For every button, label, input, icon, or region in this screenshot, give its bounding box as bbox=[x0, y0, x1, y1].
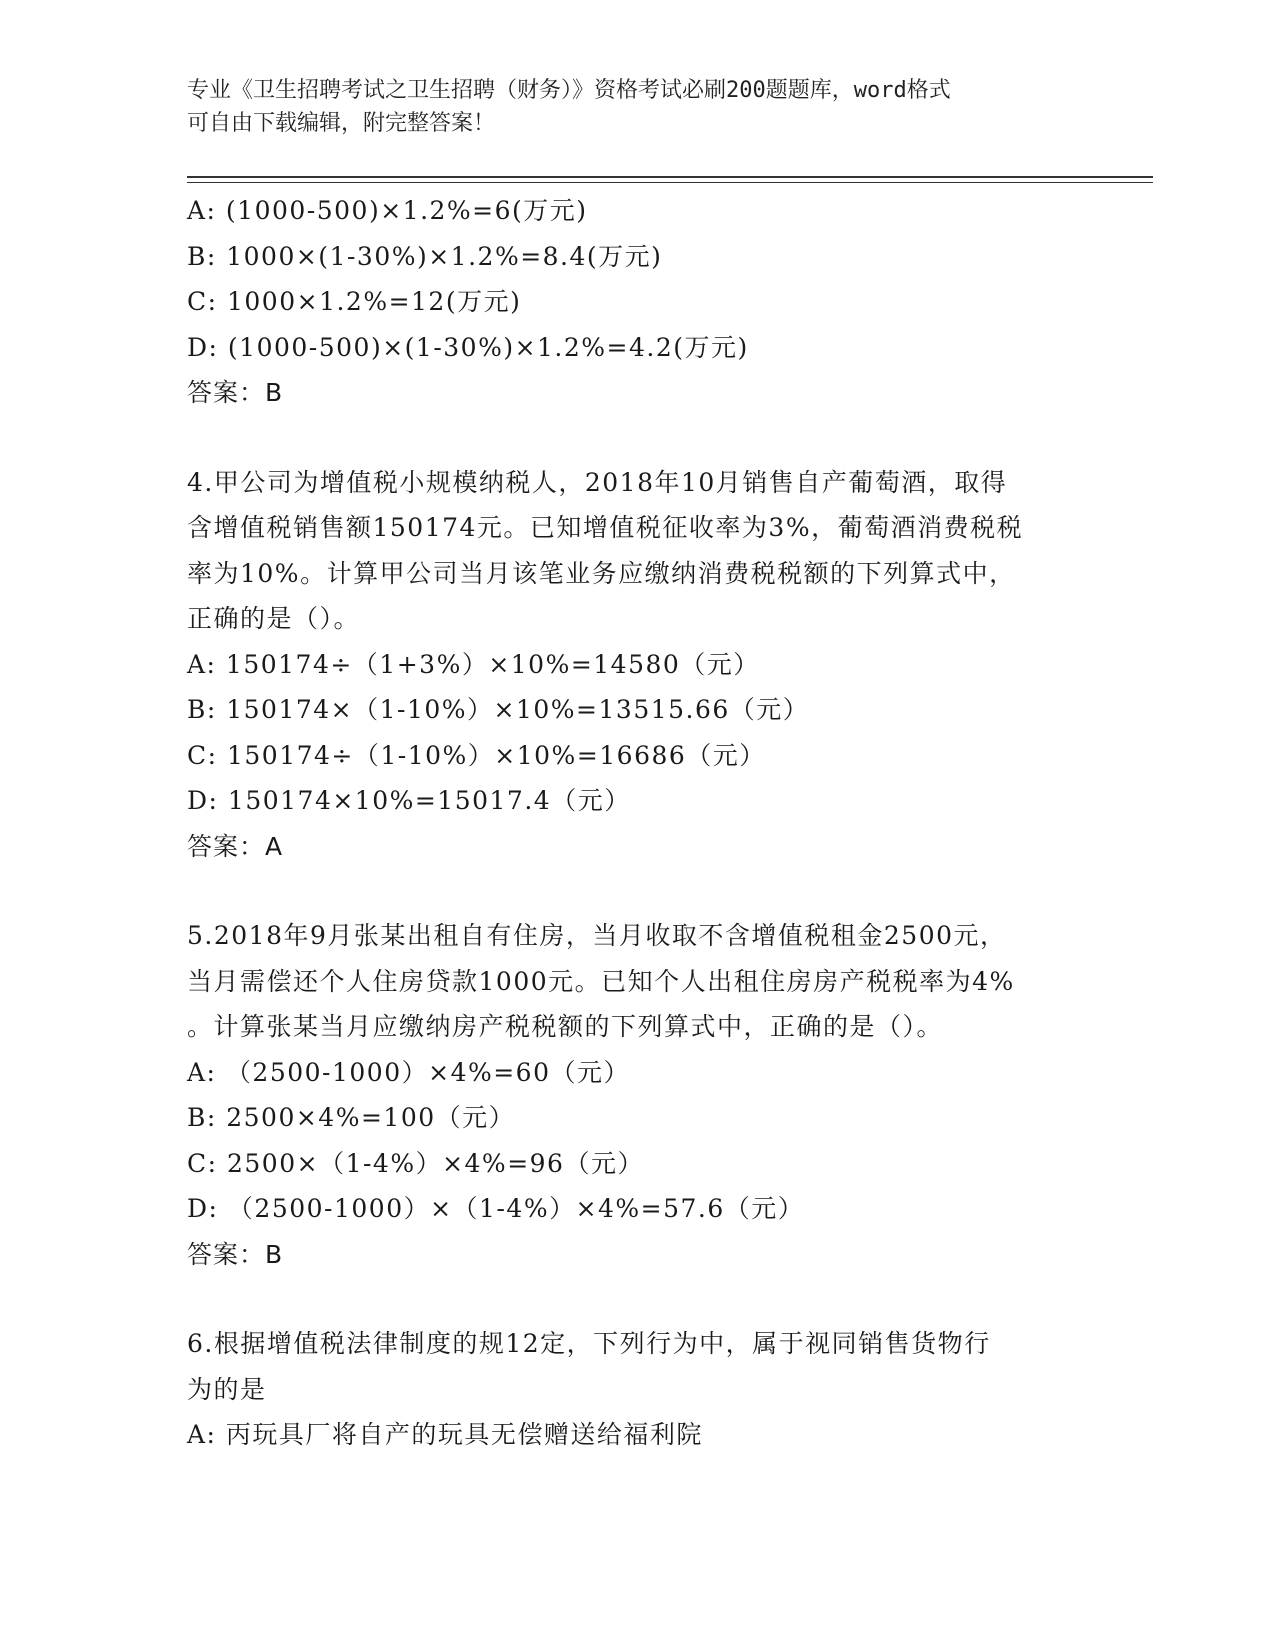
option-d: D: 150174×10%=15017.4（元） bbox=[187, 786, 631, 815]
document-header bbox=[187, 74, 1087, 140]
question-5 bbox=[187, 913, 1087, 1277]
answer: 答案：A bbox=[187, 831, 284, 861]
spacer bbox=[187, 869, 1087, 913]
question-6 bbox=[187, 1321, 1087, 1458]
header-title-line-1: 专业《卫生招聘考试之卫生招聘（财务）》资格考试必刷200题题库，word格式 bbox=[187, 78, 951, 103]
question-stem-line: 当月需偿还个人住房贷款1000元。已知个人出租住房房产税税率为4% bbox=[187, 966, 1015, 996]
option-a: A: 丙玩具厂将自产的玩具无偿赠送给福利院 bbox=[187, 1420, 703, 1449]
option-a: A: (1000-500)×1.2%=6(万元) bbox=[187, 196, 588, 225]
question-3 bbox=[187, 188, 1087, 416]
answer: 答案：B bbox=[187, 1239, 284, 1269]
option-a: A: （2500-1000）×4%=60（元） bbox=[187, 1057, 630, 1087]
question-list bbox=[187, 188, 1087, 1458]
answer: 答案：B bbox=[187, 378, 284, 407]
option-c: C: 150174÷（1-10%）×10%=16686（元） bbox=[187, 740, 766, 770]
option-b: B: 1000×(1-30%)×1.2%=8.4(万元) bbox=[187, 241, 663, 271]
question-stem-line: 5.2018年9月张某出租自有住房，当月收取不含增值税租金2500元， bbox=[187, 921, 1007, 950]
option-b: B: 2500×4%=100（元） bbox=[187, 1103, 516, 1132]
question-stem-line: 含增值税销售额150174元。已知增值税征收率为3%，葡萄酒消费税税 bbox=[187, 513, 1024, 542]
header-divider-thick bbox=[187, 176, 1153, 178]
header-title-line-2: 可自由下载编辑，附完整答案！ bbox=[187, 111, 496, 136]
option-a: A: 150174÷（1+3%）×10%=14580（元） bbox=[187, 649, 760, 679]
option-c: C: 1000×1.2%=12(万元) bbox=[187, 287, 522, 316]
option-b: B: 150174×（1-10%）×10%=13515.66（元） bbox=[187, 695, 810, 724]
option-d: D: (1000-500)×(1-30%)×1.2%=4.2(万元) bbox=[187, 332, 749, 362]
question-stem-line: 正确的是（）。 bbox=[187, 604, 361, 633]
spacer bbox=[187, 1277, 1087, 1321]
question-stem-line: 4.甲公司为增值税小规模纳税人，2018年10月销售自产葡萄酒，取得 bbox=[187, 467, 1008, 497]
spacer bbox=[187, 416, 1087, 460]
question-stem-line: 率为10%。计算甲公司当月该笔业务应缴纳消费税税额的下列算式中， bbox=[187, 558, 1016, 588]
question-stem-line: 6.根据增值税法律制度的规12定，下列行为中，属于视同销售货物行 bbox=[187, 1329, 991, 1358]
question-stem-line: 为的是 bbox=[187, 1374, 267, 1404]
question-stem-line: 。计算张某当月应缴纳房产税税额的下列算式中，正确的是（）。 bbox=[187, 1012, 944, 1041]
option-d: D: （2500-1000）×（1-4%）×4%=57.6（元） bbox=[187, 1194, 805, 1223]
question-4 bbox=[187, 460, 1087, 870]
option-c: C: 2500×（1-4%）×4%=96（元） bbox=[187, 1148, 644, 1178]
header-divider-thin bbox=[187, 182, 1153, 183]
